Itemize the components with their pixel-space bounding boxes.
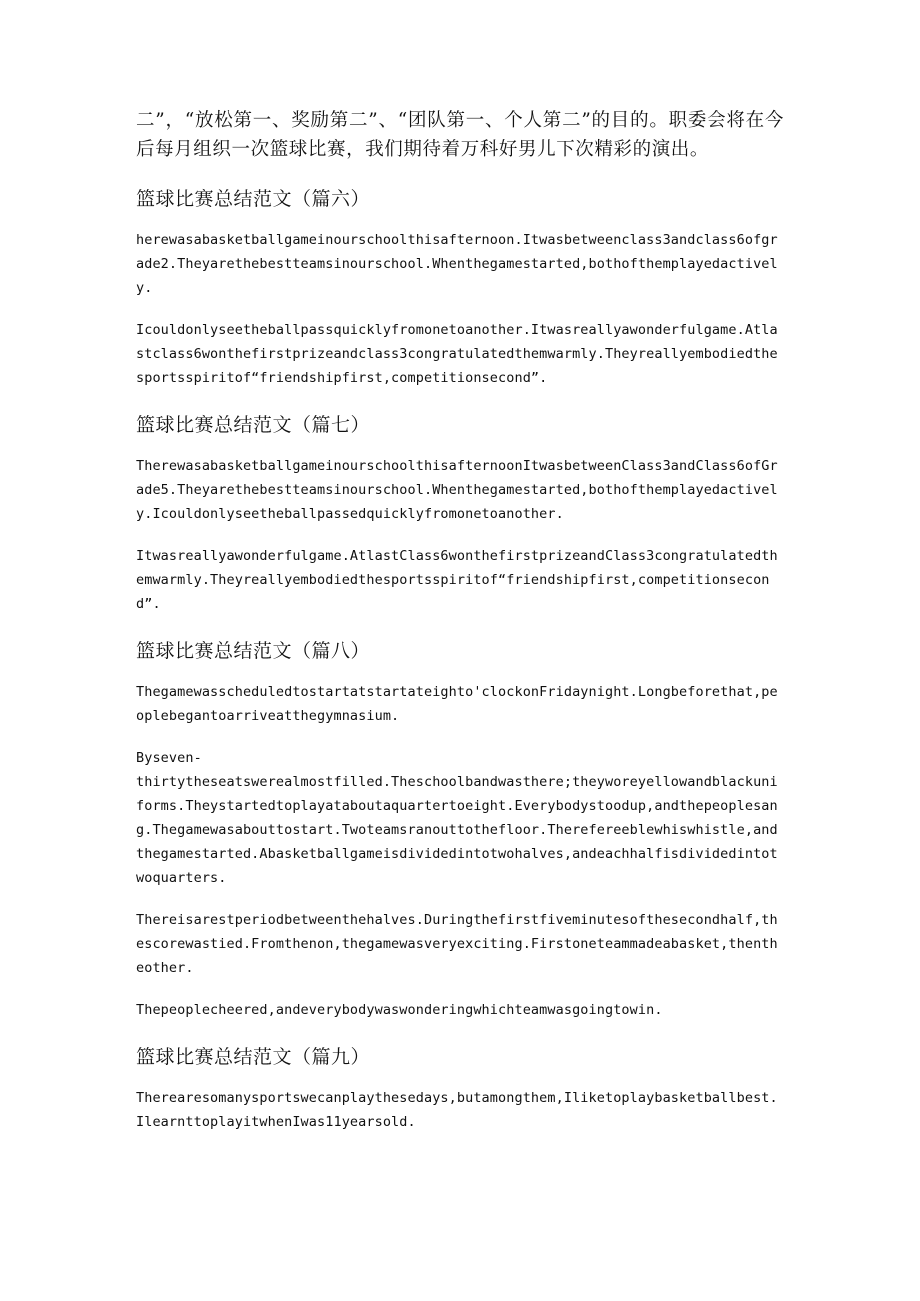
- section-6: [136, 186, 784, 390]
- paragraph: Icouldonlyseetheballpassquicklyfromonetoanother.Itwasreallyawonderfulgame.Atlastclass6wonthefirstprizeandclass3congratulatedthemwarmly.Theyreallyembodiedthesportsspiritof“friendshipfirst,competitionsecond”.: [136, 322, 778, 386]
- paragraph: Thepeoplecheered,andeverybodywaswonderingwhichteamwasgoingtowin.: [136, 1002, 663, 1018]
- section-9: [136, 1044, 784, 1134]
- paragraph: Therearesomanysportswecanplaythesedays,butamongthem,Iliketoplaybasketballbest.IlearnttoplayitwhenIwas11yearsold.: [136, 1090, 778, 1130]
- section-heading: 篮球比赛总结范文（篇七）: [136, 414, 371, 436]
- paragraph: Byseven- thirtytheseatswerealmostfilled.Theschoolbandwasthere;theyworeyellowandblackuniforms.Theystartedtoplayataboutaquartertoeight.Everybodystoodup,andthepeoplesang.Thegamewasabouttostart.Twoteamsranouttothefloor.Therefereeblewhiswhistle,andthegamestarted.Abasketballgameisdividedintotwohalves,andeachhalfisdividedintotwoquarters.: [136, 750, 778, 886]
- section-heading: 篮球比赛总结范文（篇八）: [136, 640, 371, 662]
- section-heading: 篮球比赛总结范文（篇九）: [136, 1046, 371, 1068]
- section-8: [136, 638, 784, 1022]
- paragraph: herewasabasketballgameinourschoolthisafternoon.Itwasbetweenclass3andclass6ofgrade2.Theyarethebestteamsinourschool.Whenthegamestarted,bothofthemplayedactively.: [136, 232, 778, 296]
- document-page: [136, 106, 784, 1152]
- paragraph: Thereisarestperiodbetweenthehalves.Duringthefirstfiveminutesofthesecondhalf,thescorewastied.Fromthenon,thegamewasveryexciting.Firstoneteammadeabasket,thentheother.: [136, 912, 778, 976]
- lead-paragraph: 二”，“放松第一、奖励第二”、“团队第一、个人第二”的目的。职委会将在今后每月组织一次篮球比赛，我们期待着万科好男儿下次精彩的演出。: [136, 110, 784, 160]
- section-heading: 篮球比赛总结范文（篇六）: [136, 188, 371, 210]
- section-7: [136, 412, 784, 616]
- paragraph: Itwasreallyawonderfulgame.AtlastClass6wonthefirstprizeandClass3congratulatedthemwarmly.Theyreallyembodiedthesportsspiritof“friendshipfirst,competitionsecond”.: [136, 548, 778, 612]
- paragraph: Thegamewasscheduledtostartatstartateighto'clockonFridaynight.Longbeforethat,peoplebegantoarriveatthegymnasium.: [136, 684, 778, 724]
- paragraph: TherewasabasketballgameinourschoolthisafternoonItwasbetweenClass3andClass6ofGrade5.Theyarethebestteamsinourschool.Whenthegamestarted,bothofthemplayedactively.Icouldonlyseetheballpassedquicklyfromonetoanother.: [136, 458, 778, 522]
